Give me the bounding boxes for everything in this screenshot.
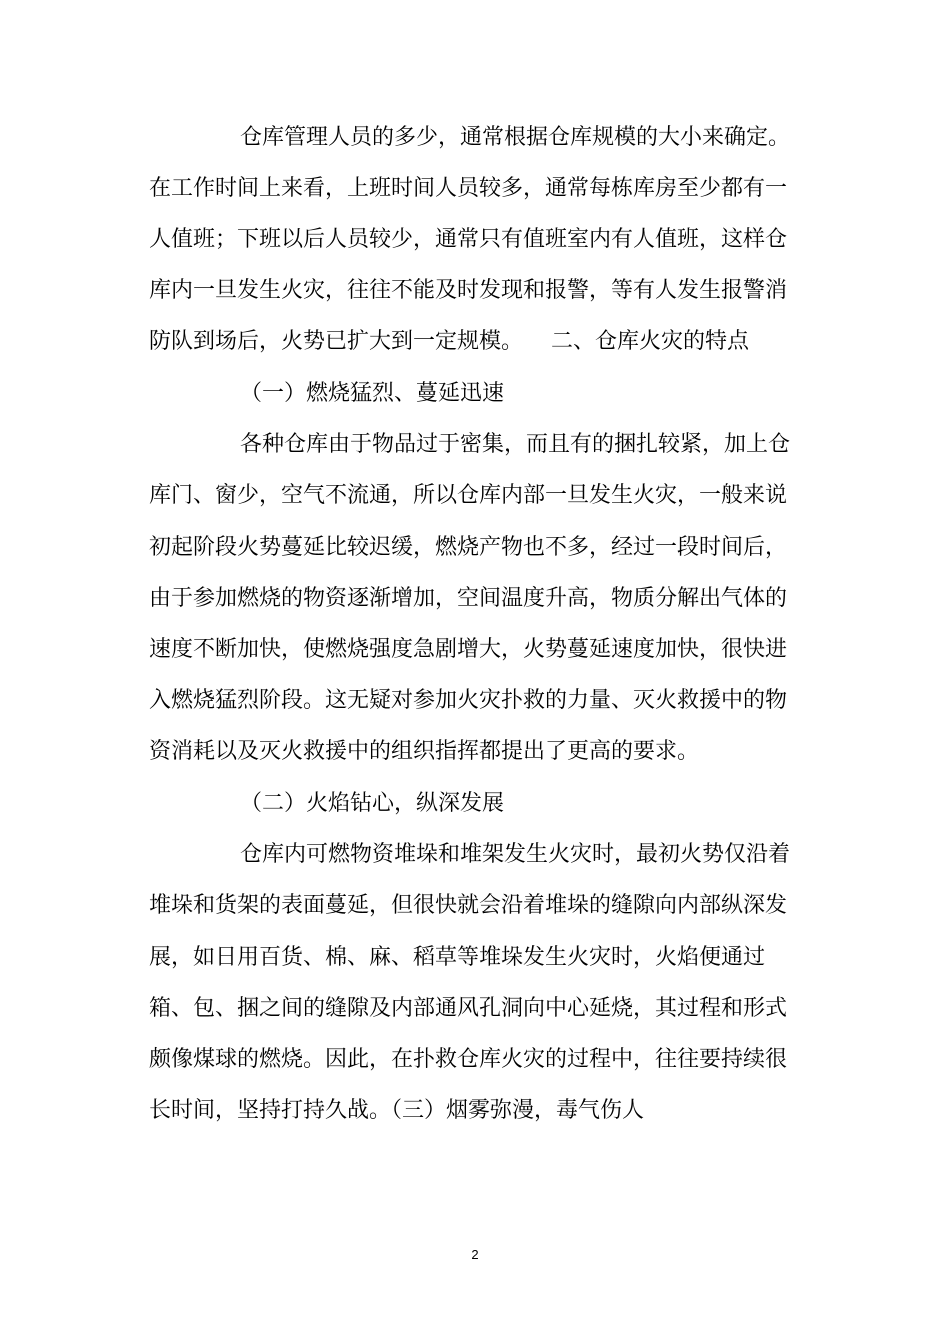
paragraph-line: 在工作时间上来看，上班时间人员较多，通常每栋库房至少都有一	[149, 176, 788, 201]
paragraph-line: 入燃烧猛烈阶段。这无疑对参加火灾扑救的力量、灭火救援中的物	[149, 688, 788, 713]
paragraph-line: 人值班；下班以后人员较少，通常只有值班室内有人值班，这样仓	[149, 227, 788, 252]
paragraph-line: 长时间，坚持打持久战。（三）烟雾弥漫，毒气伤人	[149, 1098, 645, 1123]
paragraph-line: 仓库管理人员的多少，通常根据仓库规模的大小来确定。	[240, 125, 791, 150]
paragraph-line: 防队到场后，火势已扩大到一定规模。 二、仓库火灾的特点	[149, 329, 749, 354]
paragraph-line: 资消耗以及灭火救援中的组织指挥都提出了更高的要求。	[149, 739, 700, 764]
paragraph-line: 初起阶段火势蔓延比较迟缓，燃烧产物也不多，经过一段时间后，	[149, 535, 788, 560]
paragraph-line: 由于参加燃烧的物资逐渐增加，空间温度升高，物质分解出气体的	[149, 586, 788, 611]
paragraph-line: 箱、包、捆之间的缝隙及内部通风孔洞向中心延烧，其过程和形式	[149, 996, 788, 1021]
paragraph-line: 仓库内可燃物资堆垛和堆架发生火灾时，最初火势仅沿着	[240, 842, 791, 867]
section-heading: （二）火焰钻心，纵深发展	[240, 791, 505, 816]
paragraph-line: 颇像煤球的燃烧。因此，在扑救仓库火灾的过程中，往往要持续很	[149, 1047, 788, 1072]
page-number: 2	[471, 1247, 479, 1262]
paragraph-line: 堆垛和货架的表面蔓延，但很快就会沿着堆垛的缝隙向内部纵深发	[149, 893, 788, 918]
paragraph-line: 各种仓库由于物品过于密集，而且有的捆扎较紧，加上仓	[240, 432, 791, 457]
section-heading: （一）燃烧猛烈、蔓延迅速	[240, 381, 505, 406]
paragraph-line: 库内一旦发生火灾，往往不能及时发现和报警，等有人发生报警消	[149, 278, 788, 303]
paragraph-line: 库门、窗少，空气不流通，所以仓库内部一旦发生火灾，一般来说	[149, 483, 788, 508]
paragraph-line: 展，如日用百货、棉、麻、稻草等堆垛发生火灾时，火焰便通过	[149, 945, 766, 970]
paragraph-line: 速度不断加快，使燃烧强度急剧增大，火势蔓延速度加快，很快进	[149, 637, 788, 662]
